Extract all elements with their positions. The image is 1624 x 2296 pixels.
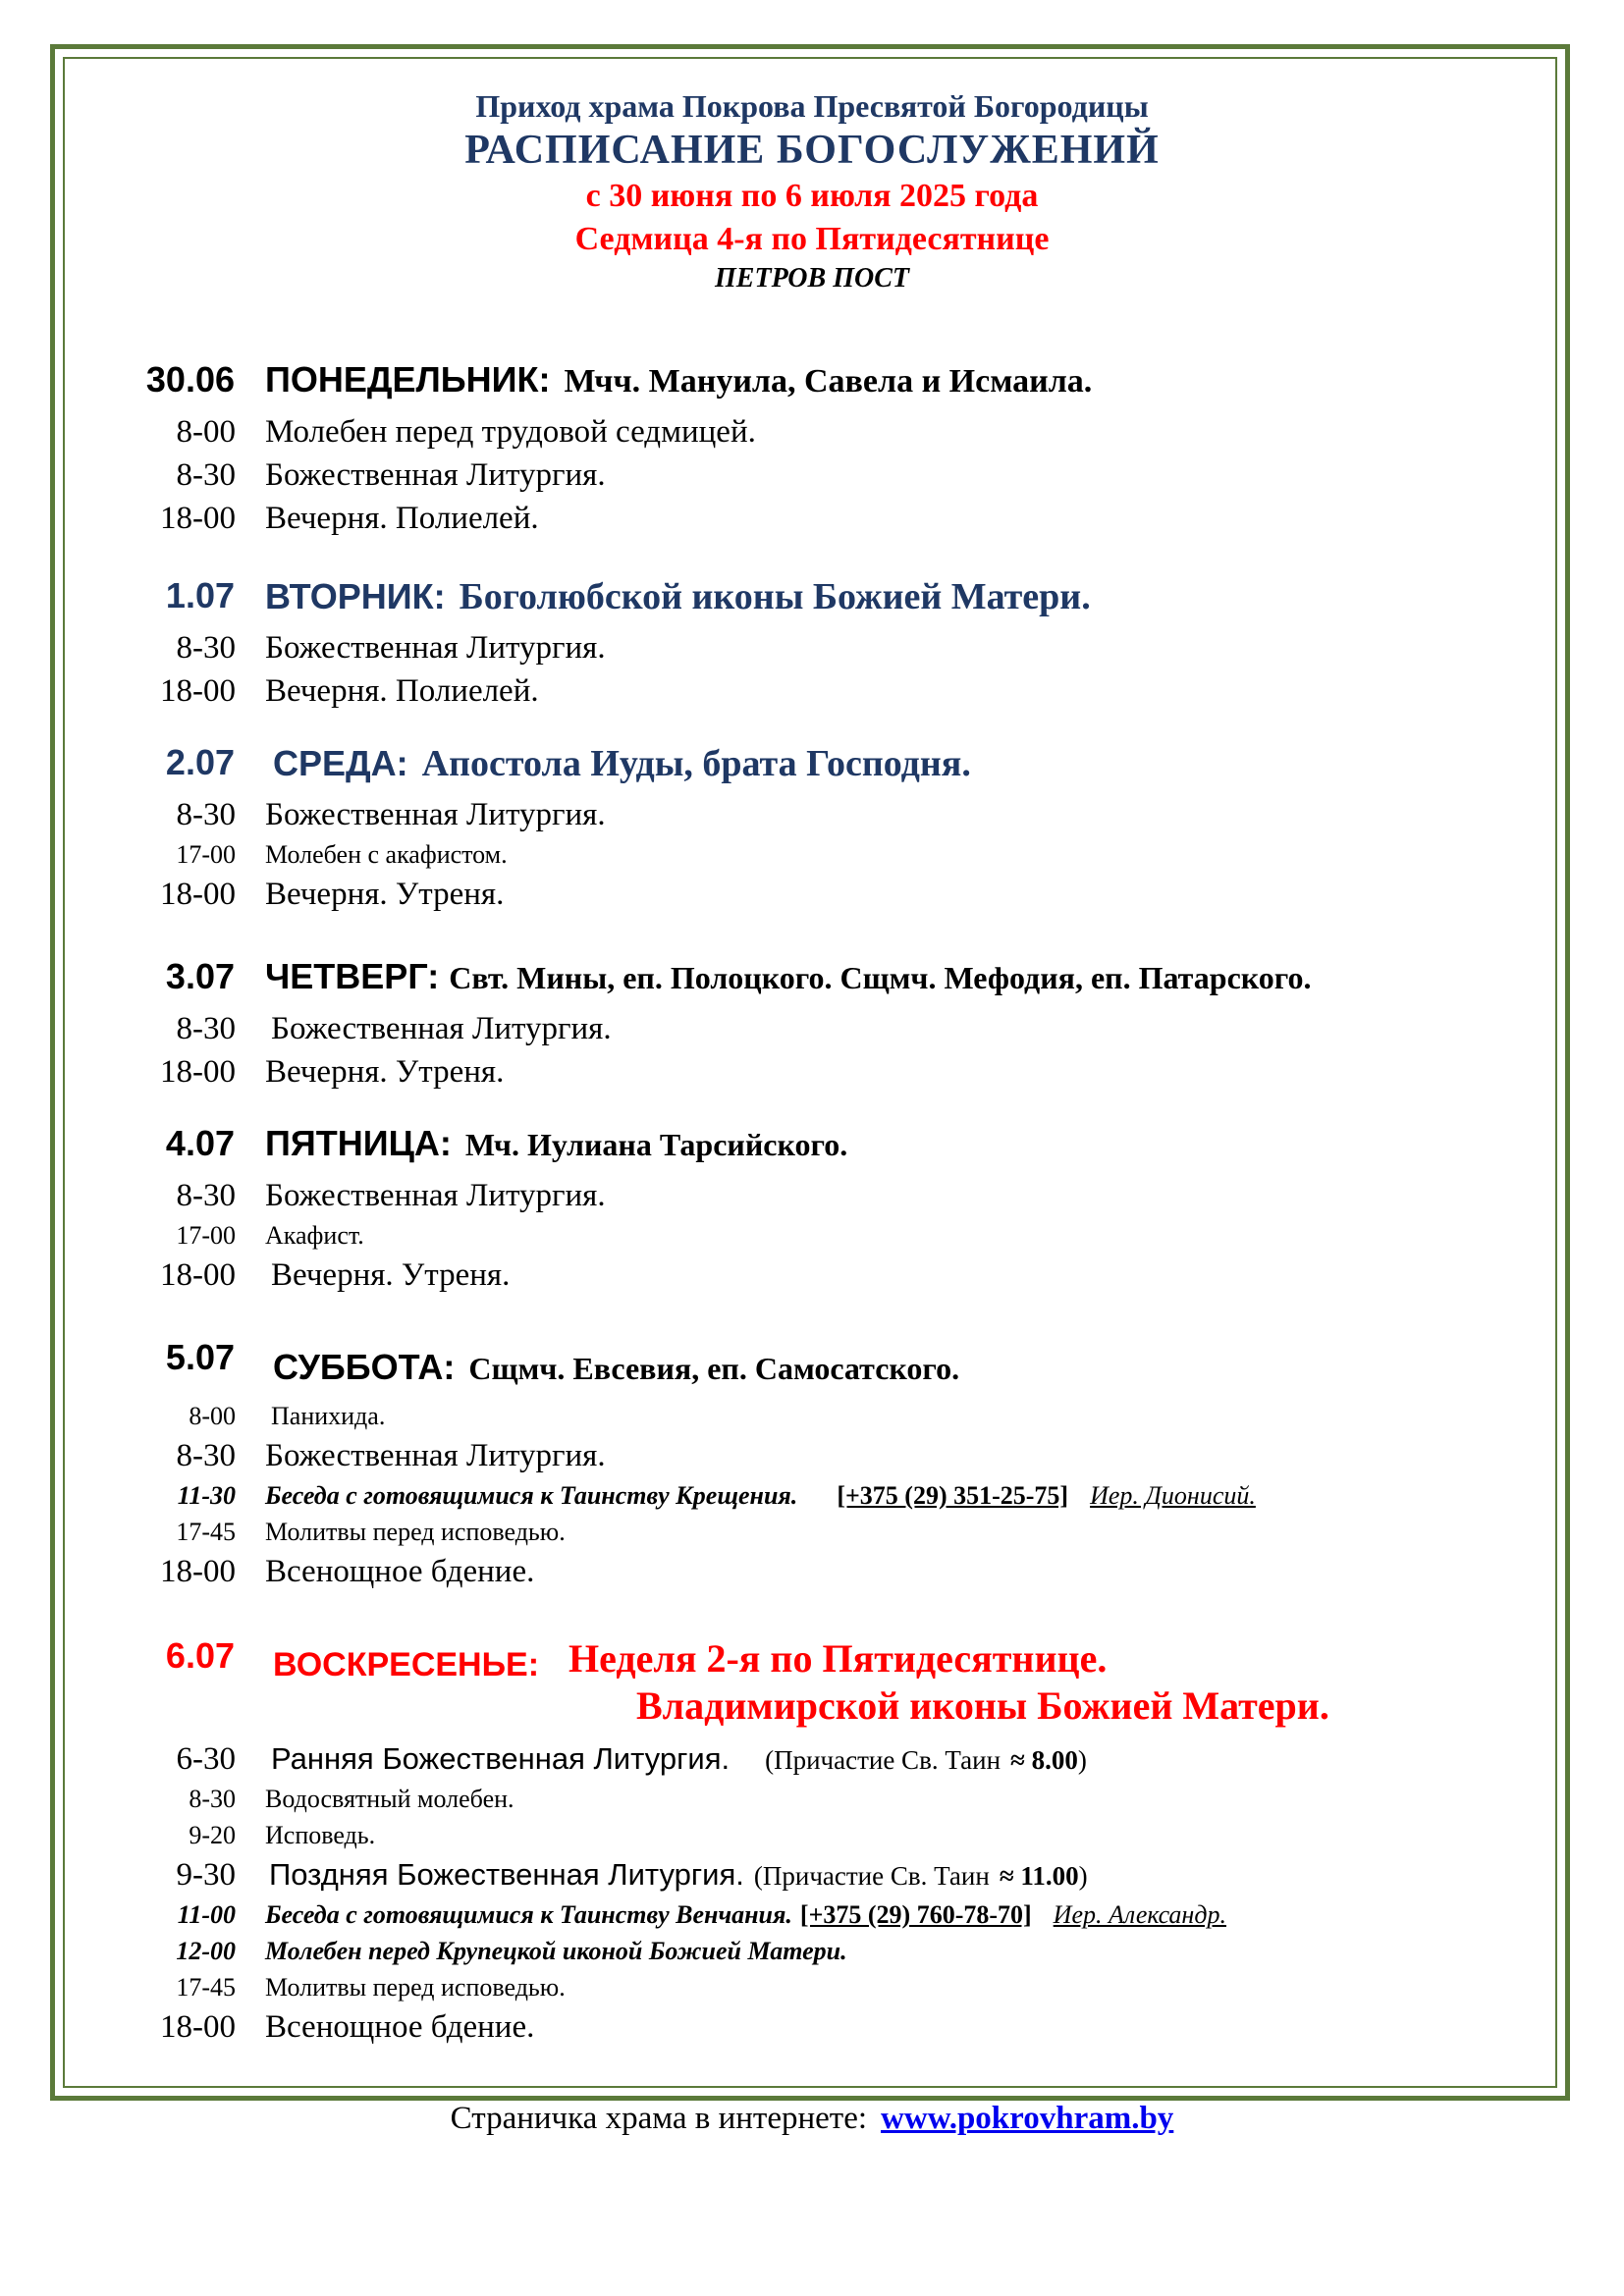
service-row: 8-30 Божественная Литургия. <box>176 1011 612 1046</box>
schedule-title: РАСПИСАНИЕ БОГОСЛУЖЕНИЙ <box>464 128 1160 173</box>
day-name: СУББОТА: Сщмч. Евсевия, еп. Самосатского. <box>273 1347 960 1387</box>
header <box>0 86 1624 296</box>
service-row: 9-20 Исповедь. <box>189 1821 376 1849</box>
service-row: 8-30 Божественная Литургия. <box>176 1438 606 1473</box>
day-date: 3.07 <box>165 956 235 996</box>
service-row: 9-30 Поздняя Божественная Литургия. (Причастие Св. Таин ≈ 11.00) <box>176 1857 1088 1893</box>
day-feast: Мчч. Мануила, Савела и Исмаила. <box>564 363 1093 400</box>
service-row: 8-30 Божественная Литургия. <box>176 1178 606 1213</box>
priest-name: Иер. Дионисий. <box>1090 1481 1256 1510</box>
day-name: СРЕДА: Апостола Иуды, брата Господня. <box>273 743 971 784</box>
service-row: 18-00 Вечерня. Полиелей. <box>160 673 539 709</box>
day-thursday <box>0 952 1624 1094</box>
parish-name: Приход храма Покрова Пресвятой Богородицы <box>475 88 1149 124</box>
phone-number: [+375 (29) 760-78-70] <box>799 1900 1032 1929</box>
day-feast: Неделя 2-я по Пятидесятнице. <box>568 1636 1108 1681</box>
service-row: 11-30 Беседа с готовящимися к Таинству Крещения. [+375 (29) 351-25-75] Иер. Дионисий. <box>177 1481 1256 1510</box>
day-date: 2.07 <box>165 742 235 782</box>
service-row: 17-00 Молебен с акафистом. <box>176 840 508 869</box>
service-row: 18-00 Всенощное бдение. <box>160 2009 535 2045</box>
service-row: 18-00 Всенощное бдение. <box>160 1554 535 1589</box>
day-sunday <box>0 1631 1624 2049</box>
day-saturday <box>0 1337 1624 1593</box>
priest-name: Иер. Александр. <box>1053 1900 1226 1929</box>
day-feast-second: Владимирской иконы Божией Матери. <box>636 1683 1329 1728</box>
service-row: 18-00 Вечерня. Утреня. <box>160 1257 511 1293</box>
service-row: 18-00 Вечерня. Полиелей. <box>160 501 539 536</box>
day-name: ЧЕТВЕРГ: Свт. Мины, еп. Полоцкого. Сщмч. Мефодия, еп. Патарского. <box>265 956 1312 996</box>
day-date: 1.07 <box>165 575 235 615</box>
day-friday <box>0 1119 1624 1297</box>
schedule-dates: с 30 июня по 6 июля 2025 года <box>585 178 1039 214</box>
day-name: ПОНЕДЕЛЬНИК: Мчч. Мануила, Савела и Исмаила. <box>265 359 1093 400</box>
footer <box>0 2101 1624 2137</box>
website-link[interactable]: www.pokrovhram.by <box>881 2101 1174 2136</box>
footer-label: Страничка храма в интернете: <box>450 2101 868 2136</box>
fast-title: ПЕТРОВ ПОСТ <box>715 263 909 294</box>
service-row: 6-30 Ранняя Божественная Литургия. (Причастие Св. Таин ≈ 8.00) <box>176 1741 1087 1777</box>
day-tuesday <box>0 571 1624 713</box>
day-feast: Сщмч. Евсевия, еп. Самосатского. <box>468 1351 960 1386</box>
service-row: 8-30 Божественная Литургия. <box>176 457 606 493</box>
service-row: 8-30 Божественная Литургия. <box>176 797 606 832</box>
service-row: 11-00 Беседа с готовящимися к Таинству Венчания. [+375 (29) 760-78-70] Иер. Александр. <box>177 1900 1226 1929</box>
service-row: 8-00 Панихида. <box>189 1402 386 1430</box>
service-row: 8-30 Водосвятный молебен. <box>189 1785 514 1813</box>
day-feast: Мч. Иулиана Тарсийского. <box>464 1127 848 1162</box>
day-feast: Боголюбской иконы Божией Матери. <box>459 576 1091 617</box>
service-row: 8-00 Молебен перед трудовой седмицей. <box>176 414 756 450</box>
day-name: ВОСКРЕСЕНЬЕ: Неделя 2-я по Пятидесятнице. <box>273 1636 1108 1683</box>
service-row: 12-00 Молебен перед Крупецкой иконой Божией Матери. <box>176 1937 847 1965</box>
service-row: 18-00 Вечерня. Утреня. <box>160 877 505 912</box>
service-row: 18-00 Вечерня. Утреня. <box>160 1054 505 1090</box>
day-date: 4.07 <box>165 1123 235 1163</box>
day-wednesday <box>0 738 1624 916</box>
week-title: Седмица 4-я по Пятидесятнице <box>574 221 1050 257</box>
service-row: 8-30 Божественная Литургия. <box>176 630 606 666</box>
service-row: 17-45 Молитвы перед исповедью. <box>176 1973 566 2002</box>
day-monday <box>0 355 1624 540</box>
service-row: 17-45 Молитвы перед исповедью. <box>176 1518 566 1546</box>
service-row: 17-00 Акафист. <box>176 1221 364 1250</box>
day-feast: Апостола Иуды, брата Господня. <box>421 743 971 784</box>
day-name: ПЯТНИЦА: Мч. Иулиана Тарсийского. <box>265 1123 848 1163</box>
day-date: 30.06 <box>145 359 235 400</box>
phone-number: [+375 (29) 351-25-75] <box>837 1481 1069 1510</box>
day-date: 5.07 <box>165 1337 235 1377</box>
day-feast: Свт. Мины, еп. Полоцкого. Сщмч. Мефодия, еп. Патарского. <box>449 960 1312 995</box>
day-date: 6.07 <box>165 1635 235 1676</box>
day-name: ВТОРНИК: Боголюбской иконы Божией Матери. <box>265 576 1091 617</box>
